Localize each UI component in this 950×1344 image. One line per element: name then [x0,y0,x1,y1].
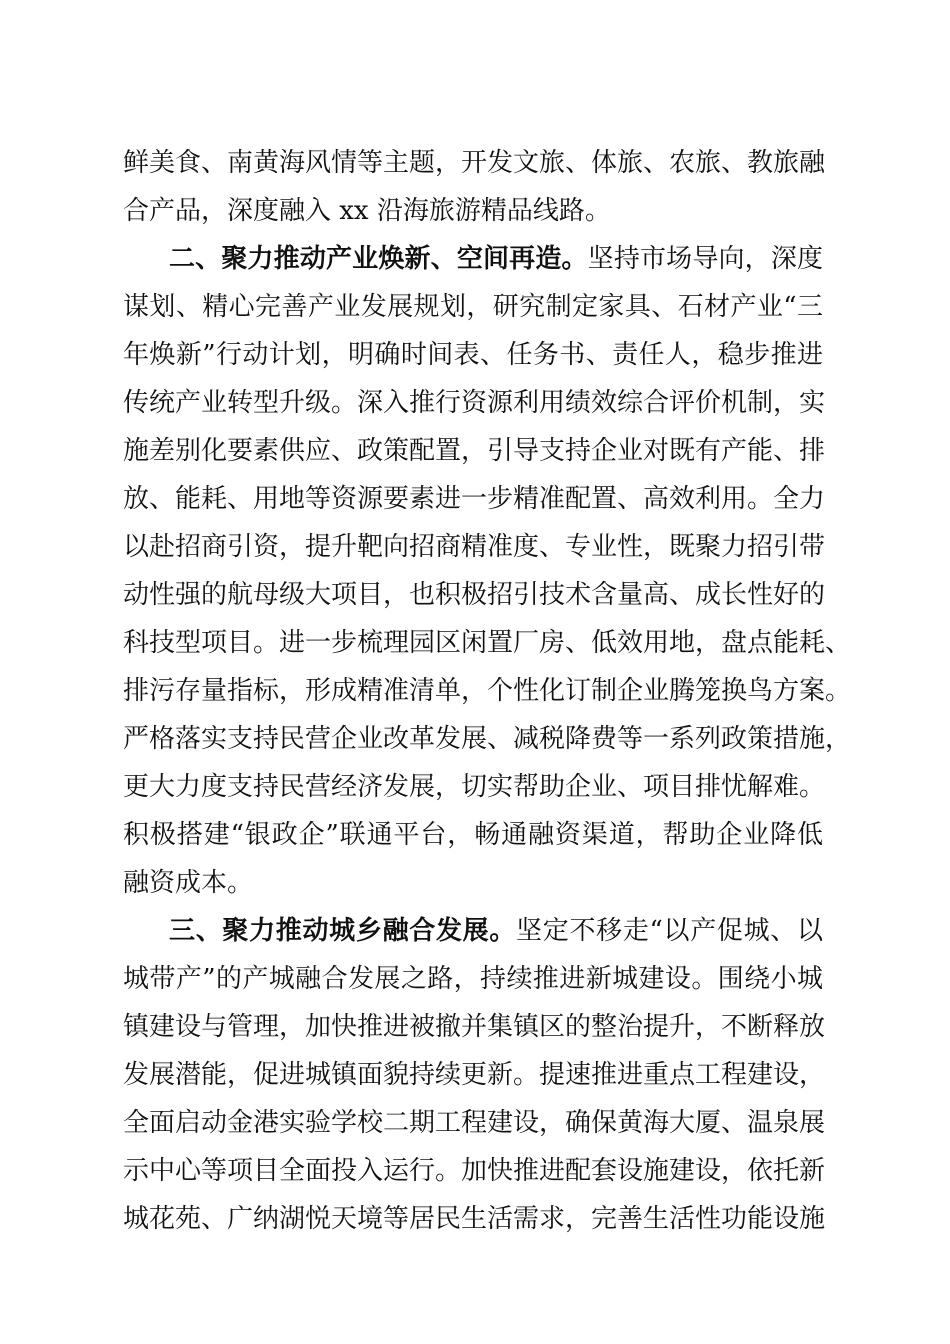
paragraph-2-line-13: 积极搭建“银政企”联通平台，畅通融资渠道，帮助企业降低 [123,820,823,850]
paragraph-1-line-2: 合产品，深度融入 xx 沿海旅游精品线路。 [123,196,611,226]
section-heading-2: 二、聚力推动产业焕新、空间再造。 [169,244,588,274]
paragraph-3-line-1 [123,907,823,955]
paragraph-3-line-7: 城花苑、广纳湖悦天境等居民生活需求，完善生活性功能设施 [123,1204,826,1234]
paragraph-3-line-6: 示中心等项目全面投入运行。加快推进配套设施建设，依托新 [123,1156,826,1186]
paragraph-2-line-11: 严格落实支持民营企业改革发展、减税降费等一系列政策措施， [123,724,852,754]
paragraph-2-line-5: 施差别化要素供应、政策配置，引导支持企业对既有产能、排 [123,436,826,466]
paragraph-3-first-line-text: 坚定不移走“以产促城、以 [516,916,823,946]
paragraph-2-line-10: 排污存量指标，形成精准清单，个性化订制企业腾笼换鸟方案。 [123,676,852,706]
document-body [123,139,852,1243]
paragraph-2-first-line-text: 坚持市场导向，深度 [587,244,823,274]
paragraph-3-line-2: 城带产”的产城融合发展之路，持续推进新城建设。围绕小城 [123,964,823,994]
paragraph-2-line-6: 放、能耗、用地等资源要素进一步精准配置、高效利用。全力 [123,484,826,514]
paragraph-2-line-3: 年焕新”行动计划，明确时间表、任务书、责任人，稳步推进 [123,340,823,370]
paragraph-3-line-4: 发展潜能，促进城镇面貌持续更新。提速推进重点工程建设， [123,1060,826,1090]
paragraph-2-line-7: 以赴招商引资，提升靶向招商精准度、专业性，既聚力招引带 [123,532,826,562]
paragraph-3-line-3: 镇建设与管理，加快推进被撤并集镇区的整治提升，不断释放 [123,1012,826,1042]
paragraph-2-line-12: 更大力度支持民营经济发展，切实帮助企业、项目排忧解难。 [123,772,826,802]
paragraph-2-line-4: 传统产业转型升级。深入推行资源利用绩效综合评价机制，实 [123,388,826,418]
section-heading-3: 三、聚力推动城乡融合发展。 [169,916,517,946]
paragraph-2-line-1 [123,235,823,283]
paragraph-1-line-1: 鲜美食、南黄海风情等主题，开发文旅、体旅、农旅、教旅融 [123,148,826,178]
paragraph-2-line-9: 科技型项目。进一步梳理园区闲置厂房、低效用地，盘点能耗、 [123,628,852,658]
paragraph-2-line-8: 动性强的航母级大项目，也积极招引技术含量高、成长性好的 [123,580,826,610]
paragraph-2-line-14: 融资成本。 [123,868,254,898]
paragraph-3-line-5: 全面启动金港实验学校二期工程建设，确保黄海大厦、温泉展 [123,1108,826,1138]
paragraph-2-line-2: 谋划、精心完善产业发展规划，研究制定家具、石材产业“三 [123,292,823,322]
